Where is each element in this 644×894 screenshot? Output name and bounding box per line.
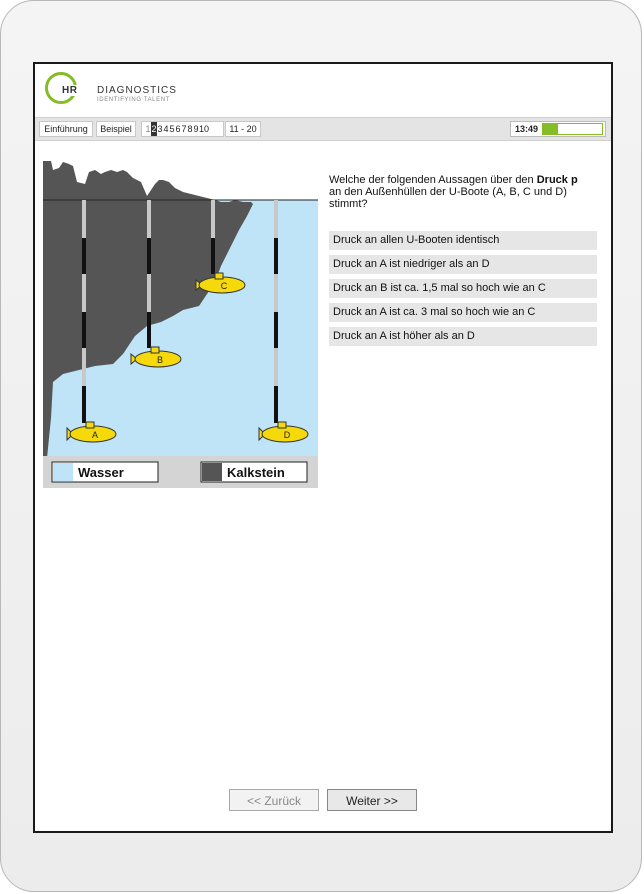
hr-diagnostics-logo (43, 70, 243, 114)
example-tab[interactable]: Beispiel (96, 121, 136, 137)
question-suffix: an den Außenhüllen der U-Boote (A, B, C und D) stimmt? (329, 186, 567, 210)
submarine-label-a: A (91, 430, 99, 440)
submarine-label-c: C (220, 281, 228, 291)
answer-option[interactable]: Druck an B ist ca. 1,5 mal so hoch wie an C (329, 279, 597, 298)
page-number[interactable]: 1 (145, 124, 151, 134)
page-number[interactable]: 5 (169, 124, 175, 134)
figure-svg (43, 158, 318, 488)
question-bold-term: Druck p (536, 174, 578, 186)
answer-option[interactable]: Druck an allen U-Booten identisch (329, 231, 597, 250)
legend-water-swatch (53, 463, 73, 481)
answer-list (329, 231, 597, 351)
timer-text: 13:49 (515, 124, 539, 134)
question-prefix: Welche der folgenden Aussagen über den (329, 174, 534, 186)
navigation-bar (35, 117, 611, 141)
next-range-tab[interactable]: 11 - 20 (225, 121, 261, 137)
legend-limestone (201, 462, 307, 482)
page-number[interactable]: 9 (193, 124, 199, 134)
submarine-label-b: B (156, 355, 164, 365)
page-number[interactable]: 7 (181, 124, 187, 134)
submarine-label-d: D (283, 430, 291, 440)
page-selector (141, 121, 224, 137)
legend-limestone-label: Kalkstein (227, 465, 285, 480)
timer (510, 121, 606, 137)
page-number[interactable]: 3 (157, 124, 163, 134)
intro-tab[interactable]: Einführung (39, 121, 93, 137)
next-button[interactable]: Weiter >> (327, 789, 417, 811)
legend-water (52, 462, 158, 482)
page-number[interactable]: 8 (187, 124, 193, 134)
timer-progress-bar (542, 123, 603, 135)
pressure-figure (43, 158, 318, 488)
answer-option[interactable]: Druck an A ist niedriger als an D (329, 255, 597, 274)
back-button[interactable]: << Zurück (229, 789, 319, 811)
logo-tagline: IDENTIFYING TALENT (97, 97, 170, 103)
page-number[interactable]: 4 (163, 124, 169, 134)
question-text (329, 174, 605, 210)
page-number[interactable]: 6 (175, 124, 181, 134)
logo-initials: HR (62, 85, 78, 96)
page-number-current[interactable]: 2 (151, 124, 157, 134)
logo-brand-name: DIAGNOSTICS (97, 85, 177, 96)
answer-option[interactable]: Druck an A ist höher als an D (329, 327, 597, 346)
legend-limestone-swatch (202, 463, 222, 481)
timer-progress-fill (543, 124, 558, 134)
app-screen (33, 62, 613, 833)
legend-water-label: Wasser (78, 465, 124, 480)
answer-option[interactable]: Druck an A ist ca. 3 mal so hoch wie an C (329, 303, 597, 322)
page-number[interactable]: 10 (199, 124, 210, 134)
